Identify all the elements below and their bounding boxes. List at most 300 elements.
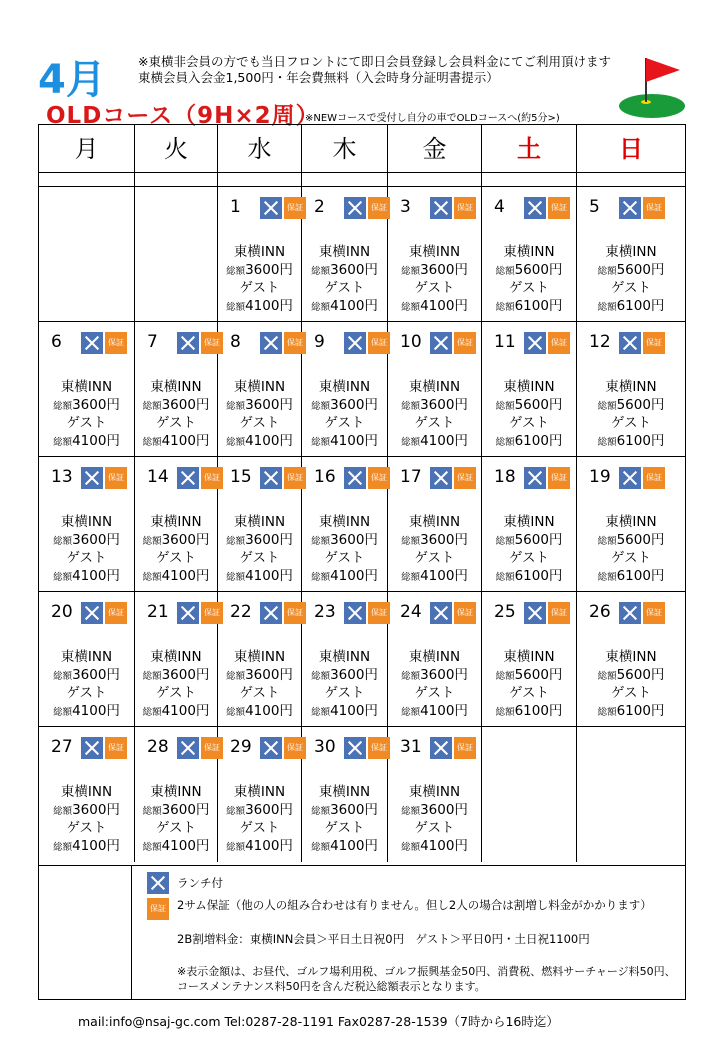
member-price-value: 3600円 — [330, 261, 378, 278]
day-icons — [177, 467, 223, 489]
day-prices — [302, 514, 387, 586]
day-prices — [302, 244, 387, 316]
day-prices — [577, 379, 685, 451]
day-cell — [577, 322, 685, 456]
total-label: 総額 — [142, 436, 162, 448]
total-label: 総額 — [401, 436, 421, 448]
day-icons — [524, 602, 570, 624]
total-label: 総額 — [226, 400, 246, 412]
day-number: 17 — [400, 467, 422, 487]
day-number: 7 — [147, 332, 158, 352]
guest-label: ゲスト — [611, 415, 651, 431]
day-icons — [619, 332, 665, 354]
empty-day-cell — [577, 727, 685, 862]
guest-label: ゲスト — [156, 685, 196, 701]
weekday-4: 木 — [302, 125, 388, 172]
lunch-icon — [430, 737, 452, 759]
empty-day-cell — [135, 187, 218, 321]
guest-price-value: 6100円 — [514, 432, 563, 449]
guest-price — [302, 433, 387, 452]
total-label: 総額 — [226, 670, 246, 682]
guest-label: ゲスト — [66, 415, 107, 431]
guest-price — [388, 568, 481, 587]
lunch-icon — [619, 467, 641, 489]
member-label: 東横INN — [605, 514, 657, 530]
calendar-grid — [38, 124, 686, 866]
day-prices — [388, 244, 481, 316]
day-icons — [430, 467, 476, 489]
guest-price — [388, 433, 481, 452]
day-prices — [135, 514, 217, 586]
guest-label: ゲスト — [509, 685, 549, 701]
guest-price-value: 6100円 — [514, 567, 563, 584]
member-price-value: 3600円 — [420, 666, 468, 683]
day-icons — [81, 467, 127, 489]
guest-price-value: 4100円 — [330, 432, 378, 449]
guest-label: ゲスト — [611, 685, 651, 701]
day-cell — [482, 457, 577, 591]
guest-price-value: 4100円 — [245, 702, 293, 719]
total-label: 総額 — [401, 805, 421, 817]
total-label: 総額 — [53, 436, 73, 448]
total-label: 総額 — [597, 400, 617, 412]
member-price — [218, 667, 301, 686]
total-label: 総額 — [142, 670, 162, 682]
day-icons — [619, 197, 665, 219]
day-prices — [218, 514, 301, 586]
day-number: 16 — [314, 467, 336, 487]
member-price — [218, 262, 301, 281]
guarantee-icon: 保証 — [643, 467, 665, 489]
guest-label: ゲスト — [156, 415, 196, 431]
lunch-icon — [260, 197, 282, 219]
member-label: 東横INN — [408, 649, 461, 665]
member-label: 東横INN — [150, 514, 202, 530]
day-icons — [81, 332, 127, 354]
total-label: 総額 — [495, 670, 515, 682]
member-label: 東横INN — [318, 514, 371, 530]
member-price-value: 3600円 — [72, 396, 120, 413]
member-price-value: 3600円 — [420, 801, 468, 818]
member-price — [135, 802, 217, 821]
total-label: 総額 — [311, 841, 331, 853]
guarantee-icon: 保証 — [643, 332, 665, 354]
total-label: 総額 — [495, 706, 515, 718]
total-label: 総額 — [142, 841, 162, 853]
member-price — [135, 667, 217, 686]
weekday-5: 金 — [388, 125, 482, 172]
guest-price-value: 4100円 — [420, 837, 468, 854]
day-number: 11 — [494, 332, 516, 352]
day-cell — [218, 727, 302, 862]
member-label: 東横INN — [408, 784, 461, 800]
guarantee-icon: 保証 — [454, 332, 476, 354]
member-label: 東横INN — [408, 244, 461, 260]
day-number: 28 — [147, 737, 169, 757]
total-label: 総額 — [226, 535, 246, 547]
day-icons — [344, 467, 390, 489]
member-label: 東横INN — [503, 379, 555, 395]
member-price — [388, 397, 481, 416]
guarantee-icon: 保証 — [368, 467, 390, 489]
day-icons — [81, 737, 127, 759]
guest-price-value: 4100円 — [330, 837, 378, 854]
spacer-cell — [577, 173, 685, 186]
guest-price — [302, 568, 387, 587]
weekday-2: 火 — [135, 125, 218, 172]
day-cell — [388, 187, 482, 321]
total-label: 総額 — [597, 670, 617, 682]
total-label: 総額 — [495, 571, 515, 583]
day-cell — [302, 187, 388, 321]
total-label: 総額 — [495, 436, 515, 448]
day-prices — [388, 514, 481, 586]
day-icons — [344, 602, 390, 624]
guarantee-icon: 保証 — [105, 467, 127, 489]
guest-price — [577, 703, 685, 722]
member-price-value: 3600円 — [330, 666, 378, 683]
guest-label: ゲスト — [509, 415, 549, 431]
member-price-value: 3600円 — [245, 801, 293, 818]
guest-label: ゲスト — [414, 820, 455, 836]
day-prices — [218, 649, 301, 721]
lunch-icon — [344, 197, 366, 219]
total-label: 総額 — [495, 400, 515, 412]
day-number: 2 — [314, 197, 325, 217]
day-number: 29 — [230, 737, 252, 757]
guarantee-icon: 保証 — [454, 467, 476, 489]
guarantee-icon: 保証 — [368, 602, 390, 624]
member-price-value: 3600円 — [245, 531, 293, 548]
total-label: 総額 — [597, 571, 617, 583]
day-icons — [344, 197, 390, 219]
day-number: 14 — [147, 467, 169, 487]
day-icons — [524, 467, 570, 489]
day-cell — [302, 592, 388, 726]
lunch-icon — [430, 467, 452, 489]
guarantee-icon: 保証 — [284, 467, 306, 489]
guest-price — [388, 298, 481, 317]
total-label: 総額 — [311, 535, 331, 547]
guest-label: ゲスト — [239, 280, 280, 296]
total-label: 総額 — [401, 301, 421, 313]
guest-label: ゲスト — [414, 415, 455, 431]
weekday-header — [39, 125, 685, 173]
total-label: 総額 — [226, 301, 246, 313]
day-icons — [344, 332, 390, 354]
spacer-cell — [135, 173, 218, 186]
total-label: 総額 — [495, 301, 515, 313]
guest-price — [302, 703, 387, 722]
guest-price-value: 4100円 — [420, 567, 468, 584]
total-label: 総額 — [53, 571, 73, 583]
empty-day-cell — [482, 727, 577, 862]
guest-price — [482, 298, 576, 317]
day-cell — [135, 727, 218, 862]
total-label: 総額 — [53, 805, 73, 817]
total-label: 総額 — [401, 841, 421, 853]
member-price — [39, 397, 134, 416]
day-prices — [577, 514, 685, 586]
lunch-icon — [81, 602, 103, 624]
member-label: 東横INN — [150, 649, 202, 665]
guest-label: ゲスト — [414, 685, 455, 701]
guest-price — [39, 838, 134, 857]
guest-price — [482, 433, 576, 452]
member-price-value: 5600円 — [514, 261, 563, 278]
total-label: 総額 — [142, 571, 162, 583]
guest-price — [135, 838, 217, 857]
member-price — [39, 532, 134, 551]
spacer-cell — [388, 173, 482, 186]
guest-price-value: 4100円 — [330, 702, 378, 719]
day-icons — [81, 602, 127, 624]
member-price — [302, 802, 387, 821]
guest-price — [39, 433, 134, 452]
lunch-icon — [619, 197, 641, 219]
guest-price-value: 4100円 — [420, 297, 468, 314]
member-price — [482, 667, 576, 686]
day-cell — [388, 322, 482, 456]
guarantee-icon: 保証 — [284, 602, 306, 624]
member-price — [577, 397, 685, 416]
day-cell — [39, 727, 135, 862]
guest-label: ゲスト — [611, 280, 651, 296]
lunch-icon — [81, 467, 103, 489]
membership-note-1: ※東横非会員の方でも当日フロントにて即日会員登録し会員料金にてご利用頂けます — [138, 54, 611, 69]
guest-label: ゲスト — [239, 550, 280, 566]
member-price — [302, 667, 387, 686]
legend-pricing-note: ※表示金額は、お昼代、ゴルフ場利用税、ゴルフ振興基金50円、消費税、燃料サーチャージ料50円、コースメンテナンス料50円を含んだ税込総額表示となります。 — [177, 965, 676, 993]
member-label: 東横INN — [605, 244, 657, 260]
day-icons — [260, 467, 306, 489]
total-label: 総額 — [597, 436, 617, 448]
day-prices — [39, 784, 134, 856]
guarantee-icon: 保証 — [201, 602, 223, 624]
legend-lunch: ランチ付 — [177, 876, 223, 890]
total-label: 総額 — [495, 535, 515, 547]
guarantee-icon: 保証 — [201, 737, 223, 759]
guest-label: ゲスト — [324, 280, 365, 296]
member-price — [218, 532, 301, 551]
member-label: 東横INN — [60, 379, 113, 395]
guest-price — [577, 568, 685, 587]
week-row — [39, 457, 685, 592]
member-price — [388, 802, 481, 821]
guest-price — [218, 703, 301, 722]
member-price-value: 5600円 — [616, 666, 665, 683]
guest-price — [302, 838, 387, 857]
total-label: 総額 — [53, 535, 73, 547]
member-price-value: 5600円 — [616, 261, 665, 278]
total-label: 総額 — [597, 706, 617, 718]
empty-day-cell — [39, 187, 135, 321]
guest-price-value: 4100円 — [330, 297, 378, 314]
guarantee-icon: 保証 — [454, 602, 476, 624]
guest-price-value: 4100円 — [161, 432, 210, 449]
day-number: 19 — [589, 467, 611, 487]
day-number: 22 — [230, 602, 252, 622]
day-prices — [302, 379, 387, 451]
member-label: 東横INN — [318, 244, 371, 260]
guest-price-value: 4100円 — [161, 702, 210, 719]
day-prices — [218, 784, 301, 856]
guarantee-icon: 保証 — [548, 332, 570, 354]
day-cell — [577, 592, 685, 726]
member-price — [577, 532, 685, 551]
guest-label: ゲスト — [239, 820, 280, 836]
guest-price-value: 6100円 — [616, 567, 665, 584]
day-icons — [177, 737, 223, 759]
day-icons — [430, 602, 476, 624]
member-price-value: 3600円 — [161, 666, 210, 683]
day-number: 9 — [314, 332, 325, 352]
day-prices — [482, 649, 576, 721]
total-label: 総額 — [401, 706, 421, 718]
day-prices — [218, 244, 301, 316]
day-prices — [135, 649, 217, 721]
guest-price-value: 6100円 — [514, 702, 563, 719]
day-cell — [39, 322, 135, 456]
day-icons — [619, 467, 665, 489]
guest-label: ゲスト — [611, 550, 651, 566]
guest-price — [135, 433, 217, 452]
day-cell — [482, 187, 577, 321]
guest-price-value: 4100円 — [72, 837, 120, 854]
member-label: 東横INN — [503, 514, 555, 530]
day-cell — [218, 592, 302, 726]
day-prices — [302, 649, 387, 721]
day-number: 3 — [400, 197, 411, 217]
guest-label: ゲスト — [414, 280, 455, 296]
lunch-icon — [177, 602, 199, 624]
weekday-3: 水 — [218, 125, 302, 172]
total-label: 総額 — [142, 400, 162, 412]
guest-label: ゲスト — [324, 415, 365, 431]
member-label: 東横INN — [503, 649, 555, 665]
member-price — [218, 397, 301, 416]
day-icons — [177, 602, 223, 624]
total-label: 総額 — [401, 400, 421, 412]
total-label: 総額 — [311, 436, 331, 448]
guest-label: ゲスト — [239, 685, 280, 701]
day-cell — [388, 457, 482, 591]
day-cell — [135, 457, 218, 591]
member-price-value: 3600円 — [420, 261, 468, 278]
weekday-7: 日 — [619, 135, 643, 163]
member-price — [577, 667, 685, 686]
guarantee-icon: 保証 — [105, 602, 127, 624]
guest-price — [218, 298, 301, 317]
day-cell — [388, 727, 482, 862]
lunch-icon — [177, 467, 199, 489]
guest-price — [39, 703, 134, 722]
guest-price-value: 4100円 — [420, 702, 468, 719]
day-prices — [482, 514, 576, 586]
guest-price — [388, 703, 481, 722]
member-price-value: 3600円 — [72, 801, 120, 818]
guest-price — [218, 433, 301, 452]
lunch-icon — [524, 332, 546, 354]
guest-price-value: 4100円 — [245, 297, 293, 314]
header-spacer-row — [39, 173, 685, 187]
member-price — [302, 532, 387, 551]
member-label: 東横INN — [318, 649, 371, 665]
member-price-value: 5600円 — [616, 531, 665, 548]
guest-label: ゲスト — [66, 685, 107, 701]
guest-price-value: 4100円 — [72, 432, 120, 449]
guarantee-icon: 保証 — [147, 898, 169, 920]
total-label: 総額 — [401, 265, 421, 277]
member-price-value: 3600円 — [161, 396, 210, 413]
day-prices — [39, 379, 134, 451]
day-number: 13 — [51, 467, 73, 487]
day-prices — [577, 244, 685, 316]
guarantee-icon: 保証 — [368, 197, 390, 219]
day-number: 1 — [230, 197, 241, 217]
day-number: 12 — [589, 332, 611, 352]
member-price-value: 3600円 — [72, 531, 120, 548]
member-label: 東横INN — [503, 244, 555, 260]
member-price — [39, 802, 134, 821]
total-label: 総額 — [401, 535, 421, 547]
guarantee-icon: 保証 — [454, 197, 476, 219]
member-price-value: 3600円 — [330, 396, 378, 413]
day-icons — [260, 197, 306, 219]
lunch-icon — [619, 332, 641, 354]
member-label: 東横INN — [233, 244, 286, 260]
day-prices — [39, 649, 134, 721]
member-price — [388, 532, 481, 551]
member-price-value: 3600円 — [72, 666, 120, 683]
member-price — [388, 667, 481, 686]
day-cell — [302, 322, 388, 456]
day-cell — [577, 187, 685, 321]
member-price-value: 5600円 — [514, 396, 563, 413]
weekday-6: 土 — [482, 125, 577, 172]
day-number: 5 — [589, 197, 600, 217]
total-label: 総額 — [597, 265, 617, 277]
contact-footer: mail:info@nsaj-gc.com Tel:0287-28-1191 Fax0287-28-1539（7時から16時迄） — [78, 1014, 559, 1029]
member-label: 東横INN — [60, 514, 113, 530]
total-label: 総額 — [53, 670, 73, 682]
week-row — [39, 322, 685, 457]
member-price — [302, 397, 387, 416]
member-label: 東横INN — [318, 379, 371, 395]
guest-label: ゲスト — [324, 685, 365, 701]
day-prices — [135, 379, 217, 451]
member-price-value: 3600円 — [420, 396, 468, 413]
lunch-icon — [344, 602, 366, 624]
guarantee-icon: 保証 — [105, 332, 127, 354]
lunch-icon — [177, 332, 199, 354]
lunch-icon — [81, 332, 103, 354]
course-title: OLDコース（9H×2周） — [46, 103, 320, 129]
membership-notes — [138, 54, 611, 86]
guarantee-icon: 保証 — [548, 467, 570, 489]
day-icons — [430, 332, 476, 354]
membership-note-2: 東横会員入会金1,500円・年会費無料（入会時身分証明書提示） — [138, 70, 499, 85]
guest-label: ゲスト — [509, 550, 549, 566]
total-label: 総額 — [311, 400, 331, 412]
day-number: 8 — [230, 332, 241, 352]
day-number: 31 — [400, 737, 422, 757]
guarantee-icon: 保証 — [284, 332, 306, 354]
member-price-value: 5600円 — [514, 531, 563, 548]
member-price — [482, 397, 576, 416]
total-label: 総額 — [311, 301, 331, 313]
guest-price — [577, 433, 685, 452]
